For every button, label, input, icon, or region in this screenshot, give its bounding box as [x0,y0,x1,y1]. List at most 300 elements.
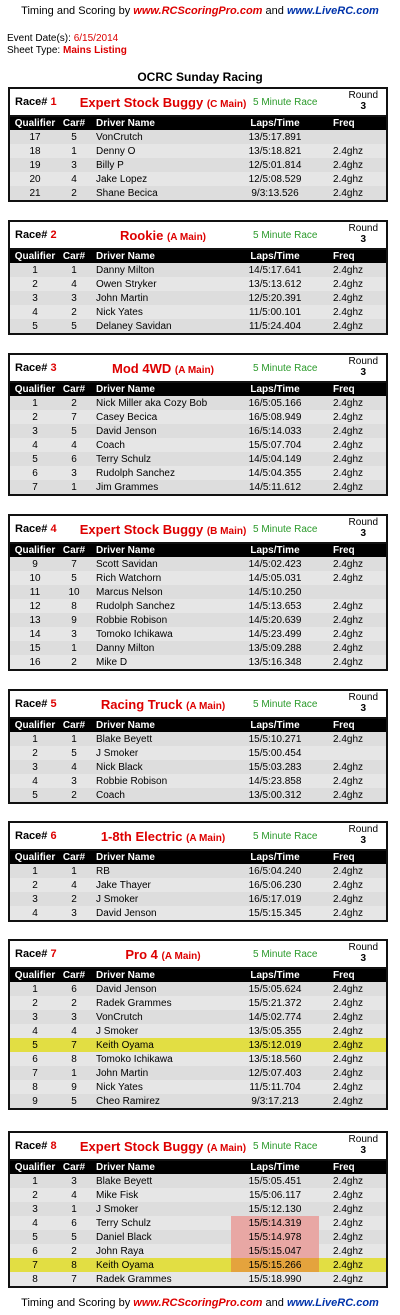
laps-cell: 15/5:06.117 [231,1188,319,1202]
table-row [10,263,386,277]
col-freq: Freq [319,851,386,864]
sheet-type-label: Sheet Type: [7,45,61,56]
laps-cell: 15/5:03.283 [231,760,319,774]
race-number-value: 7 [50,948,57,960]
freq-cell [319,130,386,144]
freq-cell: 2.4ghz [319,172,386,186]
table-row [10,466,386,480]
freq-cell: 2.4ghz [319,1258,386,1272]
driver-cell: David Jenson [88,982,231,996]
driver-cell: Nick Black [88,760,231,774]
table-row [10,788,386,802]
freq-cell: 2.4ghz [319,1188,386,1202]
car-cell: 2 [60,655,88,669]
laps-cell: 15/5:10.271 [231,732,319,746]
qualifier-cell: 17 [10,130,60,144]
race-round [349,356,378,378]
race-name [73,947,253,962]
table-row [10,1202,386,1216]
race-header [10,941,386,969]
qualifier-cell: 2 [10,746,60,760]
freq-cell: 2.4ghz [319,655,386,669]
car-cell: 2 [60,892,88,906]
table-row [10,732,386,746]
table-row [10,760,386,774]
round-label: Round [348,692,378,703]
col-qualifier: Qualifier [10,1161,60,1174]
col-car: Car# [60,544,88,557]
race-round [349,692,378,714]
freq-cell: 2.4ghz [319,1066,386,1080]
event-date: 6/15/2014 [73,33,119,44]
car-cell: 8 [60,1258,88,1272]
qualifier-cell: 6 [10,1052,60,1066]
race-main: (A Main) [174,364,214,376]
driver-cell: Rich Watchorn [88,571,231,585]
race-header [10,1133,386,1161]
qualifier-cell: 4 [10,906,60,920]
qualifier-cell: 20 [10,172,60,186]
results-table [10,851,386,920]
driver-cell: Nick Yates [88,1080,231,1094]
qualifier-cell: 1 [10,864,60,878]
round-label: Round [348,517,378,528]
col-car: Car# [60,719,88,732]
qualifier-cell: 12 [10,599,60,613]
car-cell: 1 [60,641,88,655]
driver-cell: Radek Grammes [88,1272,231,1286]
freq-cell: 2.4ghz [319,760,386,774]
driver-cell: Blake Beyett [88,1174,231,1188]
race-header [10,89,386,117]
freq-cell: 2.4ghz [319,466,386,480]
credit-and: and [265,5,284,17]
race-length: 5 Minute Race [253,830,318,842]
freq-cell: 2.4ghz [319,396,386,410]
driver-cell: Mike D [88,655,231,669]
race-class: Racing Truck [100,696,183,712]
rcscoringpro-link[interactable]: www.RCScoringPro.com [133,5,263,17]
laps-cell: 9/3:17.213 [231,1094,319,1108]
credit-and: and [265,1297,284,1309]
col-freq: Freq [319,544,386,557]
col-driver: Driver Name [88,544,231,557]
driver-cell: Rudolph Sanchez [88,466,231,480]
table-row [10,1010,386,1024]
col-laps: Laps/Time [231,117,319,130]
car-cell: 3 [60,906,88,920]
col-qualifier: Qualifier [10,117,60,130]
laps-cell: 13/5:16.348 [231,655,319,669]
driver-cell: RB [88,864,231,878]
table-row [10,172,386,186]
col-driver: Driver Name [88,969,231,982]
freq-cell: 2.4ghz [319,186,386,200]
race-block [8,821,388,922]
car-cell: 7 [60,557,88,571]
table-row [10,130,386,144]
laps-cell: 14/5:04.149 [231,452,319,466]
qualifier-cell: 2 [10,996,60,1010]
table-row [10,1080,386,1094]
rcscoringpro-link[interactable]: www.RCScoringPro.com [133,1297,263,1309]
driver-cell: John Raya [88,1244,231,1258]
freq-cell: 2.4ghz [319,305,386,319]
car-cell: 4 [60,878,88,892]
col-driver: Driver Name [88,851,231,864]
liverc-link[interactable]: www.LiveRC.com [286,1297,379,1309]
freq-cell: 2.4ghz [319,1272,386,1286]
race-name [73,829,253,844]
freq-cell: 2.4ghz [319,480,386,494]
col-freq: Freq [319,250,386,263]
table-row [10,396,386,410]
results-table [10,383,386,494]
laps-cell: 12/5:08.529 [231,172,319,186]
qualifier-cell: 1 [10,732,60,746]
col-driver: Driver Name [88,117,231,130]
table-row [10,655,386,669]
results-table [10,1161,386,1286]
table-row [10,864,386,878]
liverc-link[interactable]: www.LiveRC.com [286,5,379,17]
race-number: Race# 6 [15,830,57,842]
race-number: Race# 5 [15,698,57,710]
qualifier-cell: 7 [10,1258,60,1272]
qualifier-cell: 1 [10,1174,60,1188]
table-row [10,291,386,305]
table-row [10,982,386,996]
results-table [10,250,386,333]
car-cell: 5 [60,319,88,333]
race-number-value: 2 [50,229,57,241]
freq-cell: 2.4ghz [319,613,386,627]
laps-cell: 9/3:13.526 [231,186,319,200]
results-table [10,544,386,669]
laps-cell: 14/5:23.499 [231,627,319,641]
laps-cell: 13/5:12.019 [231,1038,319,1052]
laps-cell: 14/5:02.774 [231,1010,319,1024]
car-cell: 4 [60,277,88,291]
race-name [73,95,253,110]
race-block [8,353,388,496]
race-round [349,1134,378,1156]
credit-prefix: Timing and Scoring by [21,1297,131,1309]
race-round [349,90,378,112]
qualifier-cell: 5 [10,319,60,333]
table-row [10,1272,386,1286]
laps-cell: 16/5:05.166 [231,396,319,410]
freq-cell: 2.4ghz [319,627,386,641]
car-cell: 9 [60,613,88,627]
driver-cell: J Smoker [88,1202,231,1216]
freq-cell: 2.4ghz [319,277,386,291]
round-label: Round [348,223,378,234]
laps-cell: 15/5:21.372 [231,996,319,1010]
table-row [10,1024,386,1038]
car-cell: 1 [60,144,88,158]
car-cell: 5 [60,746,88,760]
car-cell: 6 [60,1216,88,1230]
race-block [8,939,388,1110]
freq-cell: 2.4ghz [319,1230,386,1244]
race-header [10,355,386,383]
freq-cell: 2.4ghz [319,424,386,438]
race-header [10,516,386,544]
freq-cell: 2.4ghz [319,906,386,920]
driver-cell: Nick Miller aka Cozy Bob [88,396,231,410]
round-value: 3 [360,835,367,846]
table-row [10,906,386,920]
laps-cell: 13/5:05.355 [231,1024,319,1038]
table-row [10,1038,386,1052]
car-cell: 1 [60,263,88,277]
col-laps: Laps/Time [231,969,319,982]
round-value: 3 [360,528,367,539]
freq-cell: 2.4ghz [319,1038,386,1052]
driver-cell: Billy P [88,158,231,172]
race-number-value: 5 [50,698,57,710]
laps-cell: 13/5:09.288 [231,641,319,655]
driver-cell: Denny O [88,144,231,158]
race-main: (A Main) [207,1142,247,1154]
col-driver: Driver Name [88,383,231,396]
col-qualifier: Qualifier [10,851,60,864]
qualifier-cell: 7 [10,1066,60,1080]
car-cell: 2 [60,186,88,200]
round-label: Round [348,1134,378,1145]
event-date-label: Event Date(s): [7,33,71,44]
round-label: Round [348,942,378,953]
round-label: Round [348,824,378,835]
table-header-row [10,1161,386,1174]
col-freq: Freq [319,719,386,732]
laps-cell: 11/5:24.404 [231,319,319,333]
qualifier-cell: 3 [10,760,60,774]
freq-cell: 2.4ghz [319,144,386,158]
col-freq: Freq [319,117,386,130]
qualifier-cell: 2 [10,410,60,424]
freq-cell: 2.4ghz [319,599,386,613]
race-class: Pro 4 [125,946,158,962]
race-class: Mod 4WD [112,360,172,376]
laps-cell: 15/5:05.451 [231,1174,319,1188]
freq-cell: 2.4ghz [319,1094,386,1108]
qualifier-cell: 9 [10,557,60,571]
driver-cell: Robbie Robison [88,613,231,627]
credit-prefix: Timing and Scoring by [21,5,131,17]
qualifier-cell: 3 [10,892,60,906]
table-row [10,878,386,892]
freq-cell: 2.4ghz [319,1174,386,1188]
col-car: Car# [60,250,88,263]
qualifier-cell: 2 [10,277,60,291]
race-class: Expert Stock Buggy [79,94,204,110]
qualifier-cell: 1 [10,263,60,277]
race-length: 5 Minute Race [253,362,318,374]
race-round [349,517,378,539]
race-number: Race# 1 [15,96,57,108]
race-length: 5 Minute Race [253,1140,318,1152]
freq-cell: 2.4ghz [319,1244,386,1258]
laps-cell: 13/5:13.612 [231,277,319,291]
freq-cell: 2.4ghz [319,1202,386,1216]
col-laps: Laps/Time [231,851,319,864]
table-row [10,144,386,158]
laps-cell: 16/5:14.033 [231,424,319,438]
qualifier-cell: 3 [10,1010,60,1024]
driver-cell: Coach [88,438,231,452]
laps-cell: 14/5:20.639 [231,613,319,627]
driver-cell: J Smoker [88,892,231,906]
qualifier-cell: 21 [10,186,60,200]
table-row [10,996,386,1010]
qualifier-cell: 19 [10,158,60,172]
race-number: Race# 3 [15,362,57,374]
table-row [10,319,386,333]
page-title: OCRC Sunday Racing [137,70,263,84]
table-row [10,774,386,788]
table-header-row [10,851,386,864]
driver-cell: VonCrutch [88,130,231,144]
col-car: Car# [60,383,88,396]
race-main: (C Main) [206,98,247,110]
car-cell: 2 [60,1244,88,1258]
round-value: 3 [360,234,367,245]
results-table [10,117,386,200]
table-row [10,599,386,613]
laps-cell: 14/5:23.858 [231,774,319,788]
table-header-row [10,544,386,557]
car-cell: 8 [60,1052,88,1066]
laps-cell: 13/5:17.891 [231,130,319,144]
table-row [10,1244,386,1258]
laps-cell: 14/5:11.612 [231,480,319,494]
driver-cell: Tomoko Ichikawa [88,627,231,641]
race-name [73,361,253,376]
race-block [8,689,388,804]
col-driver: Driver Name [88,719,231,732]
driver-cell: J Smoker [88,746,231,760]
laps-cell: 15/5:14.978 [231,1230,319,1244]
laps-cell: 12/5:07.403 [231,1066,319,1080]
results-table [10,969,386,1108]
car-cell: 3 [60,627,88,641]
results-table [10,719,386,802]
table-row [10,1258,386,1272]
qualifier-cell: 4 [10,305,60,319]
table-row [10,1174,386,1188]
laps-cell: 11/5:11.704 [231,1080,319,1094]
car-cell: 4 [60,438,88,452]
car-cell: 1 [60,480,88,494]
race-number: Race# 4 [15,523,57,535]
col-laps: Laps/Time [231,250,319,263]
table-row [10,438,386,452]
race-round [349,824,378,846]
laps-cell: 14/5:04.355 [231,466,319,480]
race-number-value: 8 [50,1140,57,1152]
table-row [10,1216,386,1230]
table-row [10,1094,386,1108]
laps-cell: 15/5:15.047 [231,1244,319,1258]
table-row [10,424,386,438]
race-block [8,87,388,202]
car-cell: 3 [60,1174,88,1188]
driver-cell: Owen Stryker [88,277,231,291]
race-length: 5 Minute Race [253,523,318,535]
freq-cell: 2.4ghz [319,774,386,788]
race-block [8,220,388,335]
round-value: 3 [360,953,367,964]
qualifier-cell: 4 [10,774,60,788]
driver-cell: Tomoko Ichikawa [88,1052,231,1066]
col-driver: Driver Name [88,1161,231,1174]
race-number: Race# 8 [15,1140,57,1152]
driver-cell: Jim Grammes [88,480,231,494]
qualifier-cell: 1 [10,982,60,996]
qualifier-cell: 15 [10,641,60,655]
car-cell: 2 [60,788,88,802]
table-row [10,158,386,172]
col-qualifier: Qualifier [10,719,60,732]
laps-cell: 13/5:18.560 [231,1052,319,1066]
col-laps: Laps/Time [231,719,319,732]
table-row [10,277,386,291]
race-main: (B Main) [206,525,247,537]
qualifier-cell: 3 [10,1202,60,1216]
driver-cell: VonCrutch [88,1010,231,1024]
table-row [10,480,386,494]
table-header-row [10,719,386,732]
laps-cell: 15/5:18.990 [231,1272,319,1286]
freq-cell: 2.4ghz [319,1024,386,1038]
col-freq: Freq [319,1161,386,1174]
qualifier-cell: 11 [10,585,60,599]
qualifier-cell: 4 [10,1216,60,1230]
table-row [10,892,386,906]
car-cell: 5 [60,1230,88,1244]
table-header-row [10,250,386,263]
event-meta [7,33,400,57]
driver-cell: Casey Becica [88,410,231,424]
car-cell: 3 [60,774,88,788]
driver-cell: Danny Milton [88,263,231,277]
laps-cell: 14/5:05.031 [231,571,319,585]
driver-cell: Coach [88,788,231,802]
qualifier-cell: 18 [10,144,60,158]
race-length: 5 Minute Race [253,229,318,241]
car-cell: 4 [60,760,88,774]
driver-cell: Danny Milton [88,641,231,655]
freq-cell [319,585,386,599]
car-cell: 2 [60,996,88,1010]
driver-cell: Nick Yates [88,305,231,319]
table-row [10,186,386,200]
race-length: 5 Minute Race [253,96,318,108]
qualifier-cell: 14 [10,627,60,641]
col-qualifier: Qualifier [10,250,60,263]
round-value: 3 [360,703,367,714]
freq-cell: 2.4ghz [319,571,386,585]
car-cell: 4 [60,172,88,186]
qualifier-cell: 5 [10,452,60,466]
qualifier-cell: 4 [10,1024,60,1038]
car-cell: 1 [60,1202,88,1216]
car-cell: 9 [60,1080,88,1094]
table-row [10,557,386,571]
table-header-row [10,383,386,396]
